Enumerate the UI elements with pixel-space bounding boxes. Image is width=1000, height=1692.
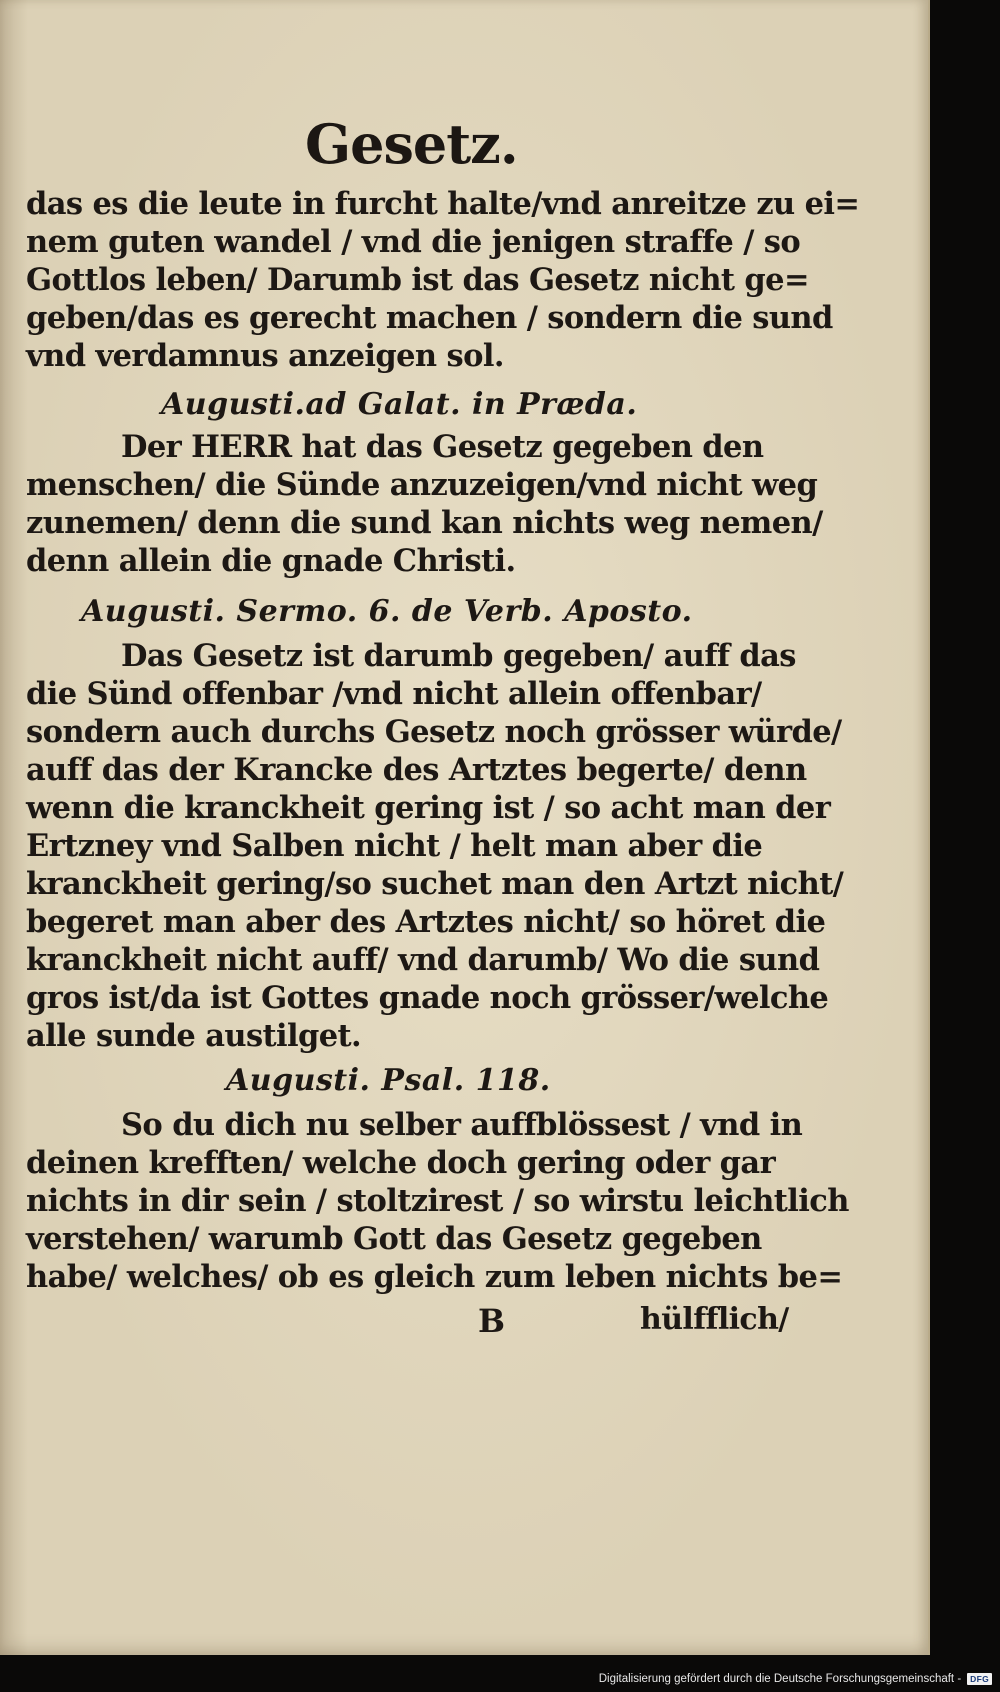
text-line: wenn die kranckheit gering ist / so acht man der xyxy=(26,790,831,826)
text-line: begeret man aber des Artztes nicht/ so höret die xyxy=(26,904,826,940)
text-line: denn allein die gnade Christi. xyxy=(26,543,516,579)
text-line: menschen/ die Sünde anzuzeigen/vnd nicht weg xyxy=(26,467,818,503)
text-line: gros ist/da ist Gottes gnade noch grösser/welche xyxy=(26,980,829,1016)
paragraph-3 xyxy=(26,637,844,1055)
text-line: deinen krefften/ welche doch gering oder gar xyxy=(26,1145,776,1181)
text-line: das es die leute in furcht halte/vnd anreitze zu ei= xyxy=(26,186,860,222)
source-citation-3: Augusti. Psal. 118. xyxy=(226,1063,551,1098)
paragraph-4 xyxy=(26,1106,849,1296)
text-line: nem guten wandel / vnd die jenigen straffe / so xyxy=(26,224,801,260)
text-line: So du dich nu selber auffblössest / vnd in xyxy=(121,1107,803,1143)
text-line: kranckheit gering/so suchet man den Artzt nicht/ xyxy=(26,866,844,902)
text-line: die Sünd offenbar /vnd nicht allein offenbar/ xyxy=(26,676,762,712)
source-citation-1: Augusti.ad Galat. in Præda. xyxy=(161,387,638,422)
funding-notice: Digitalisierung gefördert durch die Deutsche Forschungsgemeinschaft - xyxy=(598,1673,962,1685)
text-line: verstehen/ warumb Gott das Gesetz gegeben xyxy=(26,1221,762,1257)
text-line: Das Gesetz ist darumb gegeben/ auff das xyxy=(121,638,796,674)
paragraph-1 xyxy=(26,185,860,375)
text-line: Gottlos leben/ Darumb ist das Gesetz nicht ge= xyxy=(26,262,809,298)
text-line: sondern auch durchs Gesetz noch grösser würde/ xyxy=(26,714,842,750)
footer-bar xyxy=(0,1666,1000,1692)
source-citation-2: Augusti. Sermo. 6. de Verb. Aposto. xyxy=(81,594,693,629)
text-line: auff das der Krancke des Artztes begerte/ denn xyxy=(26,752,807,788)
text-line: nichts in dir sein / stoltzirest / so wirstu leichtlich xyxy=(26,1183,849,1219)
text-line: zunemen/ denn die sund kan nichts weg nemen/ xyxy=(26,505,823,541)
text-line: kranckheit nicht auff/ vnd darumb/ Wo die sund xyxy=(26,942,820,978)
text-line: vnd verdamnus anzeigen sol. xyxy=(26,338,504,374)
text-line: geben/das es gerecht machen / sondern die sund xyxy=(26,300,833,336)
text-line: alle sunde austilget. xyxy=(26,1018,362,1054)
signature-mark: B xyxy=(478,1302,506,1340)
paragraph-2 xyxy=(26,428,823,580)
text-line: habe/ welches/ ob es gleich zum leben nichts be= xyxy=(26,1259,843,1295)
catchword: hülfflich/ xyxy=(640,1302,789,1337)
dfg-logo-icon: DFG xyxy=(967,1673,992,1685)
text-line: Ertzney vnd Salben nicht / helt man aber die xyxy=(26,828,763,864)
page-heading: Gesetz. xyxy=(305,112,518,176)
text-line: Der HERR hat das Gesetz gegeben den xyxy=(121,429,764,465)
